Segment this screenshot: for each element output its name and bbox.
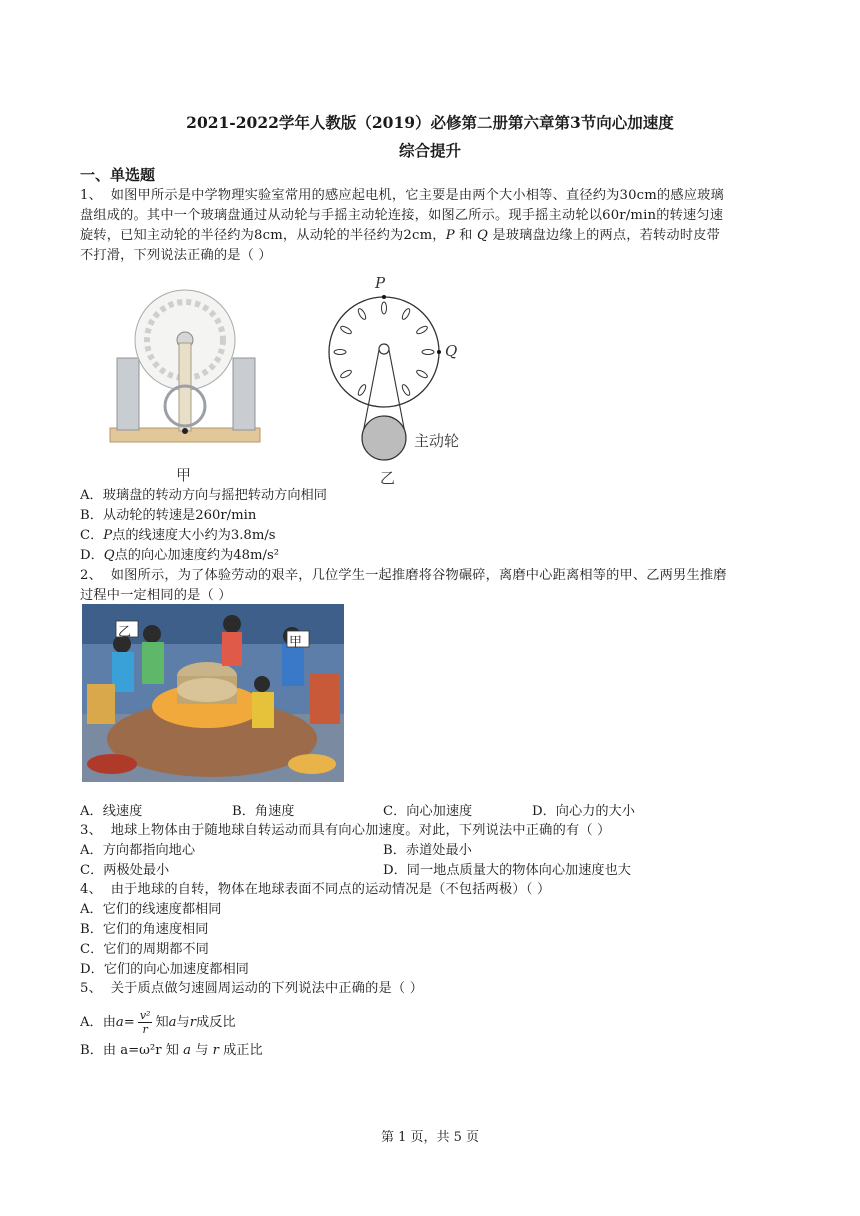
q3-option-d: D．同一地点质量大的物体向心加速度也大 [383,863,631,878]
q2-option-a: A．线速度 [80,804,143,819]
q4-option-d: D．它们的向心加速度都相同 [80,962,249,977]
q2-option-b: B．角速度 [232,804,295,819]
q1-option-d: D．Q点的向心加速度约为48m/s² [80,548,280,563]
page-footer: 第 1 页，共 5 页 [380,1130,480,1145]
figure-jia-label: 甲 [176,466,192,484]
point-p-label: P [375,274,386,292]
q3-line-1: 3、 地球上物体由于随地球自转运动而具有向心加速度。对此，下列说法中正确的有（ ） [80,823,611,838]
q4-option-a: A．它们的线速度都相同 [80,902,222,917]
q2-option-d: D．向心力的大小 [532,804,635,819]
q1-line-3: 旋转，已知主动轮的半径约为8cm，从动轮的半径约为2cm，P 和 Q 是玻璃盘边缘上的两点，若转动时皮带 [80,228,720,243]
fraction-v2-over-r: $\frac{\text{v²}}{r}$ [139,1009,151,1036]
title-line-2: 综合提升 [398,141,461,160]
title-line-1: 2021-2022学年人教版（2019）必修第二册第六章第3节向心加速度 [186,113,674,132]
q3-option-b: B．赤道处最小 [383,843,472,858]
q1-line-4: 不打滑，下列说法正确的是（ ） [80,248,272,263]
q1-line-2: 盘组成的。其中一个玻璃盘通过从动轮与手摇主动轮连接，如图乙所示。现手摇主动轮以60r/min的转速匀速 [80,208,724,223]
figure-jia-machine [105,288,265,448]
q5-line-1: 5、 关于质点做匀速圆周运动的下列说法中正确的是（ ） [80,981,424,996]
q4-option-b: B．它们的角速度相同 [80,922,209,937]
q2-line-1: 2、 如图所示，为了体验劳动的艰辛，几位学生一起推磨将谷物碾碎，离磨中心距离相等的甲、乙两男生推磨 [80,568,727,583]
q4-option-c: C．它们的周期都不同 [80,942,209,957]
q5-option-b: B．由 a=ω²r 知 a 与 r 成正比 [80,1043,263,1058]
q1-line-1: 1、 如图甲所示是中学物理实验室常用的感应起电机，它主要是由两个大小相等、直径约为30cm的感应玻璃 [80,188,724,203]
q5-option-a: A．由 a = $\frac{\text{v²}}{r}$ 知 a 与 r 成反比 [80,1009,236,1036]
point-q-label: Q [445,342,458,360]
q3-option-c: C．两极处最小 [80,863,170,878]
q1-option-c: C．P点的线速度大小约为3.8m/s [80,528,276,543]
q1-option-a: A．玻璃盘的转动方向与摇把转动方向相同 [80,488,327,503]
q2-option-c: C．向心加速度 [383,804,473,819]
driver-wheel-label: 主动轮 [414,432,460,450]
painting-label-yi: 乙 [118,625,132,640]
q2-line-2: 过程中一定相同的是（ ） [80,588,232,603]
q4-line-1: 4、 由于地球的自转，物体在地球表面不同点的运动情况是（不包括两极）（ ） [80,882,551,897]
q1-option-b: B．从动轮的转速是260r/min [80,508,257,523]
figure-yi-label: 乙 [380,469,396,487]
painting-label-jia: 甲 [289,635,303,650]
section-heading: 一、单选题 [80,166,156,184]
q3-option-a: A．方向都指向地心 [80,843,196,858]
